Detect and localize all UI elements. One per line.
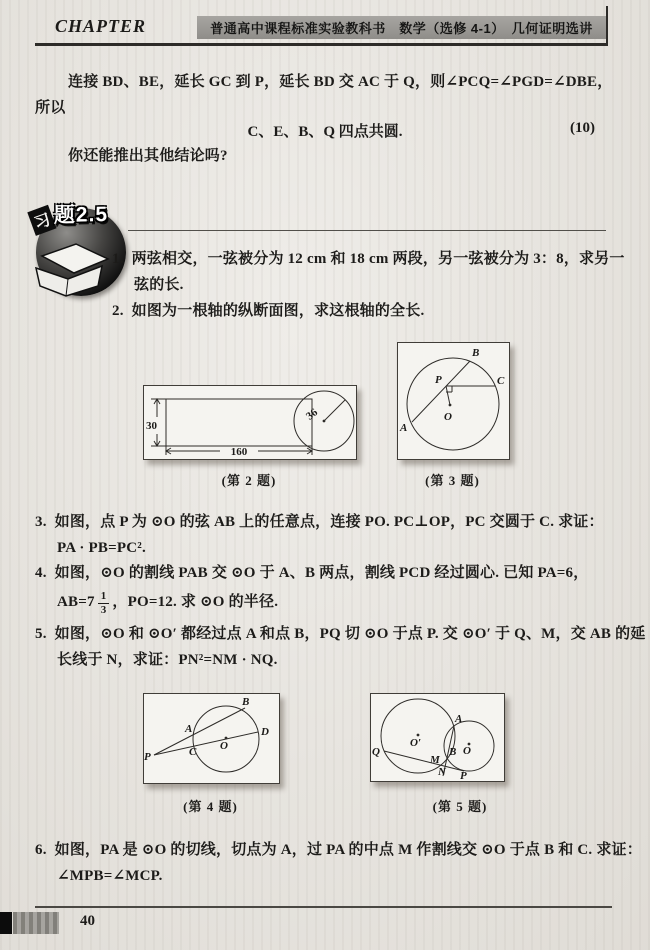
badge-label-part1: 习 [27,205,56,236]
fig3-label-O: O [444,411,452,423]
figure-5-drawing [371,694,504,781]
figure-3 [397,342,510,460]
fig2-dim-length: 160 [230,446,248,458]
footer-mark-black [0,912,12,934]
fig2-dim-radius: 36 [304,406,321,423]
fig3-label-P: P [435,374,442,386]
footer-mark-gray [13,912,59,934]
problem-2-line-1: 2. 如图为一根轴的纵断面图，求这根轴的全长. [112,303,425,319]
problem-5-number: 5. [35,626,47,642]
problem-2-number: 2. [112,303,124,319]
figure-2 [143,385,357,460]
problem-5-line-1: 5. 如图，⊙O 和 ⊙O′ 都经过点 A 和点 B，PQ 切 ⊙O 于点 P. 交 ⊙O′ 于 Q、M，交 AB 的延 [35,626,646,642]
problem-1-line-2: 弦的长. [134,277,184,293]
fig4-label-D: D [261,726,269,738]
fig5-label-P: P [460,770,467,781]
fig4-label-C: C [189,746,197,758]
problem-3-number: 3. [35,514,47,530]
problem-3-line-1: 3. 如图，点 P 为 ⊙O 的弦 AB 上的任意点，连接 PO. PC⊥OP，PC 交圆于 C. 求证： [35,514,604,530]
fig4-label-P: P [144,751,151,763]
problem-4-number: 4. [35,565,47,581]
fig5-label-M: M [430,754,440,766]
fig5-label-B: B [449,746,457,758]
problem-1-number: 1. [112,251,124,267]
fig3-label-A: A [400,422,408,434]
figure-5-caption: (第 5 题) [432,799,488,814]
footer-rule [35,906,612,908]
conclusion-line: C、E、B、Q 四点共圆. [247,124,403,140]
fig5-label-N: N [438,766,446,778]
figure-2-caption: (第 2 题) [221,473,277,488]
header-rule [35,43,608,46]
book-title-bar [197,16,606,39]
fig2-dim-height: 30 [146,420,157,432]
problem-3-line-2: PA · PB=PC². [57,540,146,556]
fig5-label-Q: Q [372,746,380,758]
figure-3-caption: (第 3 题) [425,473,480,488]
fig4-label-B: B [242,696,250,708]
page-number: 40 [80,913,95,929]
fig4-label-O: O [220,740,228,752]
header-edge-line [606,6,608,46]
intro-question: 你还能推出其他结论吗? [68,148,228,164]
problem-6-line-2: ∠MPB=∠MCP. [57,868,163,884]
badge-label-part2: 题2.5 [53,203,109,227]
fig5-label-O: O [463,745,471,757]
open-book-icon [30,234,122,302]
fig3-label-B: B [472,347,480,359]
figure-2-drawing [144,386,356,459]
intro-line-1: 连接 BD、BE，延长 GC 到 P，延长 BD 交 AC 于 Q，则∠PCQ=∠PGD=∠DBE， [68,74,613,90]
exercise-rule [128,230,606,231]
fig3-label-C: C [497,375,505,387]
figure-5 [370,693,505,782]
problem-4-line-1: 4. 如图，⊙O 的割线 PAB 交 ⊙O 于 A、B 两点，割线 PCD 经过圆心. 已知 PA=6， [35,565,589,581]
figure-4 [143,693,280,784]
problem-5-line-2: 长线于 N，求证：PN²=NM · NQ. [57,652,278,668]
problem-6-line-1: 6. 如图，PA 是 ⊙O 的切线，切点为 A，过 PA 的中点 M 作割线交 ⊙O 于点 B 和 C. 求证： [35,842,642,858]
figure-3-drawing [398,343,509,459]
figure-4-caption: (第 4 题) [183,799,238,814]
book-title: 普通高中课程标准实验教科书 数学（选修 4-1） 几何证明选讲 [210,21,593,36]
fig5-label-O-prime: O′ [410,737,422,749]
intro-line-2: 所以 [35,100,66,116]
problem-4-line-2: AB=7 $\frac{1}{3}$ ，PO=12. 求 ⊙O 的半径. [57,590,279,617]
chapter-label: CHAPTER [55,16,147,36]
equation-number: (10) [570,120,595,136]
fig5-label-A: A [455,713,463,725]
fraction-one-third: $\frac{1}{3}$ [98,590,110,617]
problem-1-line-1: 1. 两弦相交，一弦被分为 12 cm 和 18 cm 两段，另一弦被分为 3：8，求另一 [112,251,625,267]
problem-6-number: 6. [35,842,47,858]
figure-4-drawing [144,694,279,783]
fig4-label-A: A [185,723,193,735]
